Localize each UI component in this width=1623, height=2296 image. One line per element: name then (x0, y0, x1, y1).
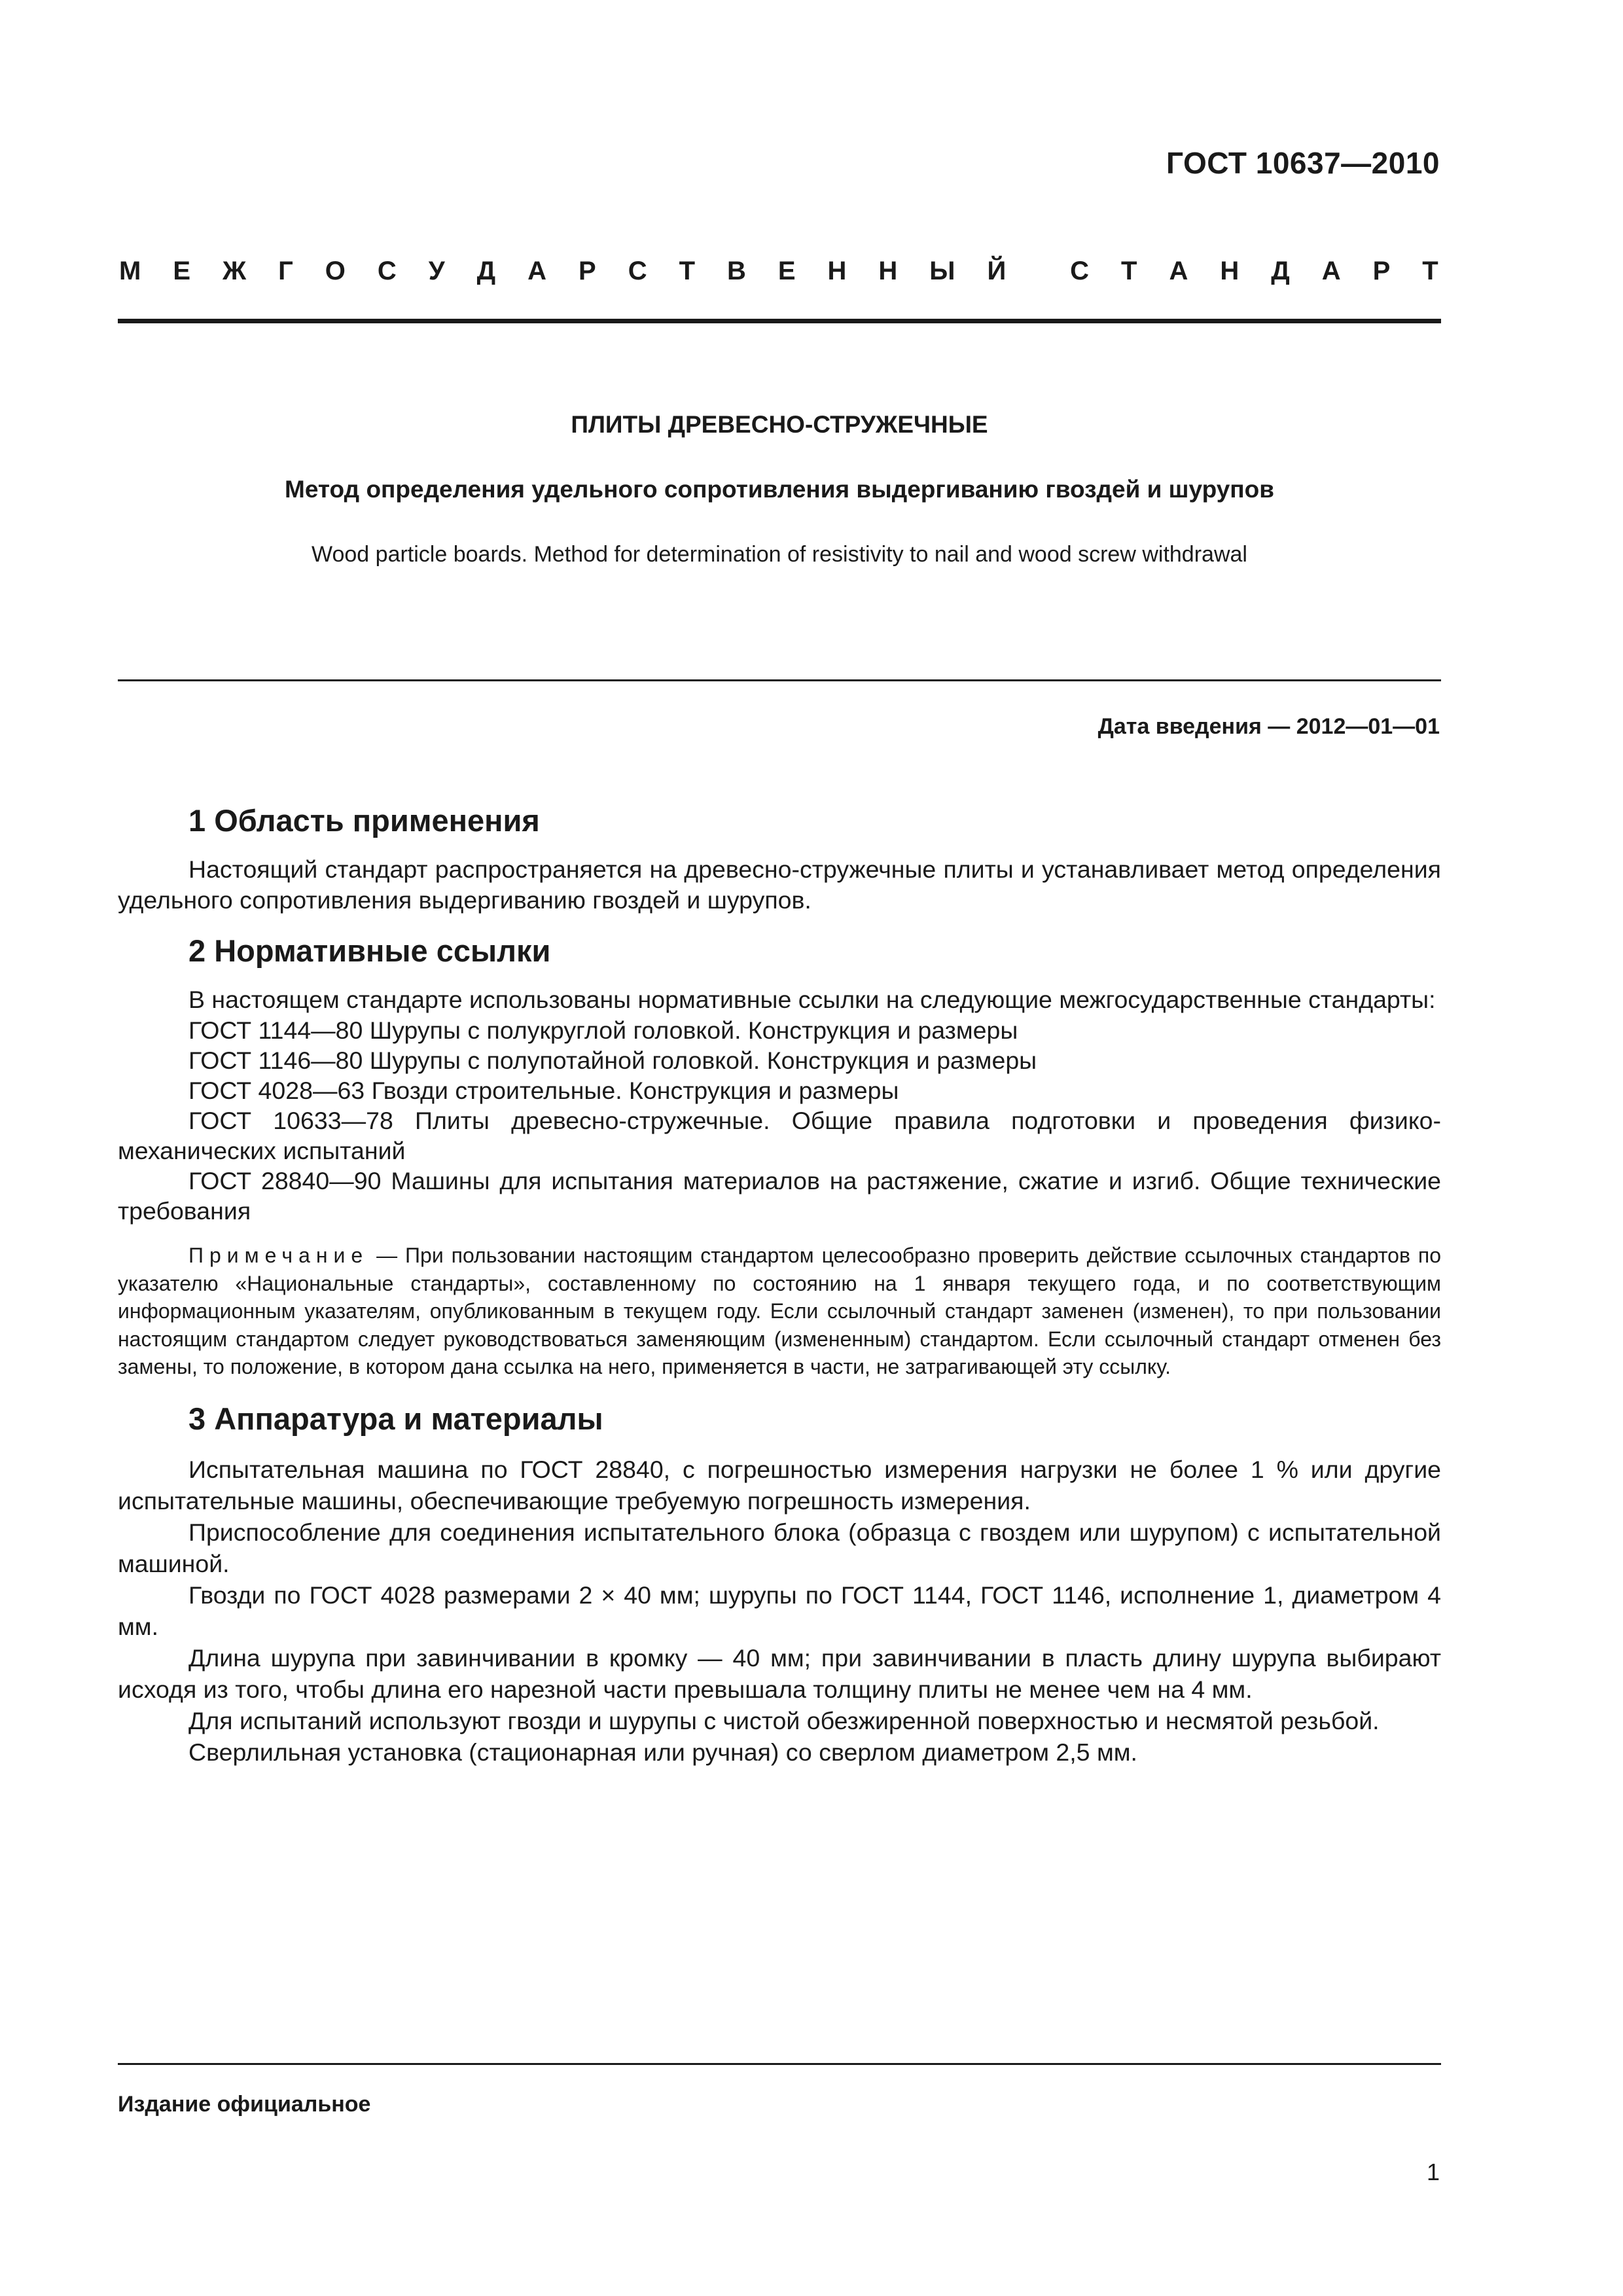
banner-letter: Р (579, 257, 596, 285)
title-divider (118, 679, 1441, 681)
banner-letter: С (377, 257, 397, 285)
section-3-paragraph: Длина шурупа при завинчивании в кромку — 40 мм; при завинчивании в пласть длину шурупа выбирают исходя из того, чтобы длина его нарезной части превышала толщину плиты не менее чем на 4 мм. (118, 1643, 1441, 1703)
banner-letter: С (1070, 257, 1090, 285)
banner-letter: Р (1372, 257, 1391, 285)
banner-letter: Й (987, 257, 1007, 285)
note-label: Примечание (188, 1244, 369, 1267)
section-3-paragraph: Приспособление для соединения испытательного блока (образца с гвоздем или шурупом) с испытательной машиной. (118, 1518, 1441, 1577)
section-3-paragraph: Испытательная машина по ГОСТ 28840, с погрешностью измерения нагрузки не более 1 % или другие испытательные машины, обеспечивающие требуемую погрешность измерения. (118, 1455, 1441, 1515)
page-number: 1 (1426, 2159, 1440, 2185)
banner-letter: У (428, 257, 445, 285)
banner-letter: Ж (222, 257, 247, 285)
footer-divider (118, 2063, 1441, 2065)
banner-letter: Е (777, 257, 796, 285)
banner-letter: А (1321, 257, 1341, 285)
note-block (118, 1242, 1441, 1381)
banner-letter: Т (679, 257, 695, 285)
banner-letter: М (119, 257, 141, 285)
banner-letter: А (527, 257, 547, 285)
section-3-title: 3 Аппаратура и материалы (188, 1401, 603, 1436)
gost-number: ГОСТ 10637—2010 (1166, 146, 1440, 180)
normative-reference: ГОСТ 4028—63 Гвозди строительные. Конструкция и размеры (188, 1077, 899, 1104)
banner-letter: Т (1121, 257, 1137, 285)
banner-letter: А (1169, 257, 1188, 285)
banner-letter: В (726, 257, 746, 285)
banner-letter: О (325, 257, 346, 285)
normative-reference: ГОСТ 28840—90 Машины для испытания материалов на растяжение, сжатие и изгиб. Общие технические требования (118, 1167, 1441, 1225)
banner-letter: Т (1422, 257, 1438, 285)
official-edition-label: Издание официальное (118, 2092, 371, 2117)
banner-letter: Н (1220, 257, 1240, 285)
document-subtitle: Метод определения удельного сопротивления выдергиванию гвоздей и шурупов (285, 476, 1274, 503)
banner-letter: С (628, 257, 647, 285)
document-title: ПЛИТЫ ДРЕВЕСНО-СТРУЖЕЧНЫЕ (571, 411, 988, 438)
normative-reference: ГОСТ 1146—80 Шурупы с полупотайной головкой. Конструкция и размеры (188, 1047, 1037, 1074)
document-body (118, 805, 1441, 1768)
section-2-title: 2 Нормативные ссылки (188, 933, 551, 968)
normative-reference: ГОСТ 10633—78 Плиты древесно-стружечные. Общие правила подготовки и проведения физико-механических испытаний (118, 1107, 1441, 1164)
normative-reference: ГОСТ 1144—80 Шурупы с полукруглой головкой. Конструкция и размеры (188, 1016, 1018, 1044)
banner-letter: Г (278, 257, 293, 285)
section-1-title: 1 Область применения (188, 803, 540, 838)
introduction-date: Дата введения — 2012—01—01 (1097, 714, 1440, 739)
interstate-standard-banner (119, 257, 1438, 286)
banner-letter: Н (878, 257, 898, 285)
banner-letter: Ы (929, 257, 955, 285)
header-divider (118, 319, 1441, 323)
banner-letter: Н (827, 257, 847, 285)
section-3-paragraph: Для испытаний используют гвозди и шурупы с чистой обезжиренной поверхностью и несмятой резьбой. (188, 1706, 1380, 1734)
section-2-intro: В настоящем стандарте использованы нормативные ссылки на следующие межгосударственные стандарты: (188, 986, 1436, 1013)
note-text: — При пользовании настоящим стандартом целесообразно проверить действие ссылочных стандартов по указателю «Национальные стандарты», составленному по состоянию на 1 января текущего года, и по соответствующим информационным указателям, опубликованным в текущем году. Если ссылочный стандарт заменен (изменен), то при пользовании настоящим стандартом следует руководствоваться заменяющим (измененным) стандартом. Если ссылочный стандарт отменен без замены, то положение, в котором дана ссылка на него, применяется в части, не затрагивающей эту ссылку. (118, 1244, 1441, 1378)
section-3-paragraph: Гвозди по ГОСТ 4028 размерами 2 × 40 мм; шурупы по ГОСТ 1144, ГОСТ 1146, исполнение 1, диаметром 4 мм. (118, 1581, 1441, 1640)
section-1-text: Настоящий стандарт распространяется на древесно-стружечные плиты и устанавливает метод определения удельного сопротивления выдергиванию гвоздей и шурупов. (118, 855, 1441, 914)
banner-letter: Д (476, 257, 496, 285)
banner-letter: Д (1271, 257, 1290, 285)
section-3-paragraph: Сверлильная установка (стационарная или ручная) со сверлом диаметром 2,5 мм. (188, 1738, 1137, 1766)
banner-letter: Е (173, 257, 190, 285)
document-title-english: Wood particle boards. Method for determination of resistivity to nail and wood screw withdrawal (312, 542, 1247, 567)
